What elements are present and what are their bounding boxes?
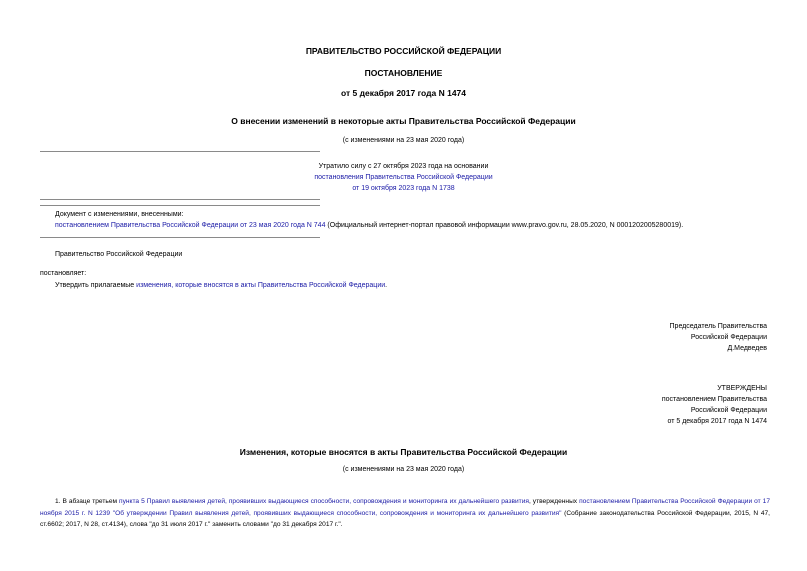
changes-amendment-note: (с изменениями на 23 мая 2020 года) [342, 466, 465, 473]
decree-1239-link[interactable]: постановлением Правительства Российской Федерации от 17 ноября 2015 г. N 1239 "Об утверждении Правил выявления детей, проявивших выдающиеся способности, сопровождения и мониторинга их дальнейшего развития" [40, 498, 770, 517]
approved-country: Российской Федерации [690, 407, 767, 414]
amendments-publication: (Официальный интернет-портал правовой информации www.pravo.gov.ru, 28.05.2020, N 0001202005280019). [325, 222, 684, 229]
approved-heading: УТВЕРЖДЕНЫ [717, 385, 767, 392]
expiry-notice-link-line1[interactable] [0, 174, 807, 181]
rules-clause-link[interactable]: пункта 5 Правил выявления детей, проявивших выдающиеся способности, сопровождения и мониторинга их дальнейшего развития [119, 498, 529, 505]
approve-clause: Утвердить прилагаемые изменения, которые вносятся в акты Правительства Российской Федерации. [55, 282, 388, 289]
signature-country: Российской Федерации [690, 334, 767, 341]
divider [40, 151, 320, 152]
approved-by: постановлением Правительства [661, 396, 767, 403]
divider [40, 199, 320, 200]
expiry-notice-link-line2[interactable] [0, 185, 807, 192]
divider [40, 237, 320, 238]
decrees-word: постановляет: [40, 270, 87, 277]
document-subject: О внесении изменений в некоторые акты Правительства Российской Федерации [231, 116, 576, 126]
expiry-notice-text: Утратило силу с 27 октября 2023 года на основании [318, 163, 489, 170]
document-date-number: от 5 декабря 2017 года N 1474 [340, 88, 467, 98]
government-subject: Правительство Российской Федерации [55, 251, 183, 258]
amendments-source [55, 222, 683, 229]
signature-title: Председатель Правительства [669, 323, 767, 330]
amending-decree-link[interactable]: постановлением Правительства Российской Федерации от 23 мая 2020 года N 744 [55, 222, 326, 229]
changes-title: Изменения, которые вносятся в акты Правительства Российской Федерации [239, 447, 568, 457]
amendments-intro: Документ с изменениями, внесенными: [55, 211, 184, 218]
amendment-note: (с изменениями на 23 мая 2020 года) [342, 137, 465, 144]
document-type: ПОСТАНОВЛЕНИЕ [364, 68, 443, 78]
signature-name: Д.Медведев [727, 345, 767, 352]
approved-date-number: от 5 декабря 2017 года N 1474 [667, 418, 767, 425]
expiry-decree-date-link[interactable]: от 19 октября 2023 года N 1738 [352, 185, 455, 192]
approved-changes-link[interactable]: изменения, которые вносятся в акты Правительства Российской Федерации [136, 282, 386, 289]
expiry-decree-link[interactable]: постановления Правительства Российской Федерации [314, 174, 493, 181]
changes-paragraph-1: 1. В абзаце третьем пункта 5 Правил выявления детей, проявивших выдающиеся способности, сопровождения и мониторинга их дальнейшего развития, утвержденных постановлением Правительства Российской Федерации от 17 ноября 2015 г. N 1239 "Об утверждении Правил выявления детей, проявивших выдающиеся способности, сопровождения и мониторинга их дальнейшего развития" (Собрание законодательства Российской Федерации, 2015, N 47, ст.6602; 2017, N 28, ст.4134), слова "до 31 июля 2017 г." заменить словами "до 31 декабря 2017 г.". [40, 498, 770, 528]
divider [40, 205, 320, 206]
government-title: ПРАВИТЕЛЬСТВО РОССИЙСКОЙ ФЕДЕРАЦИИ [305, 46, 502, 56]
